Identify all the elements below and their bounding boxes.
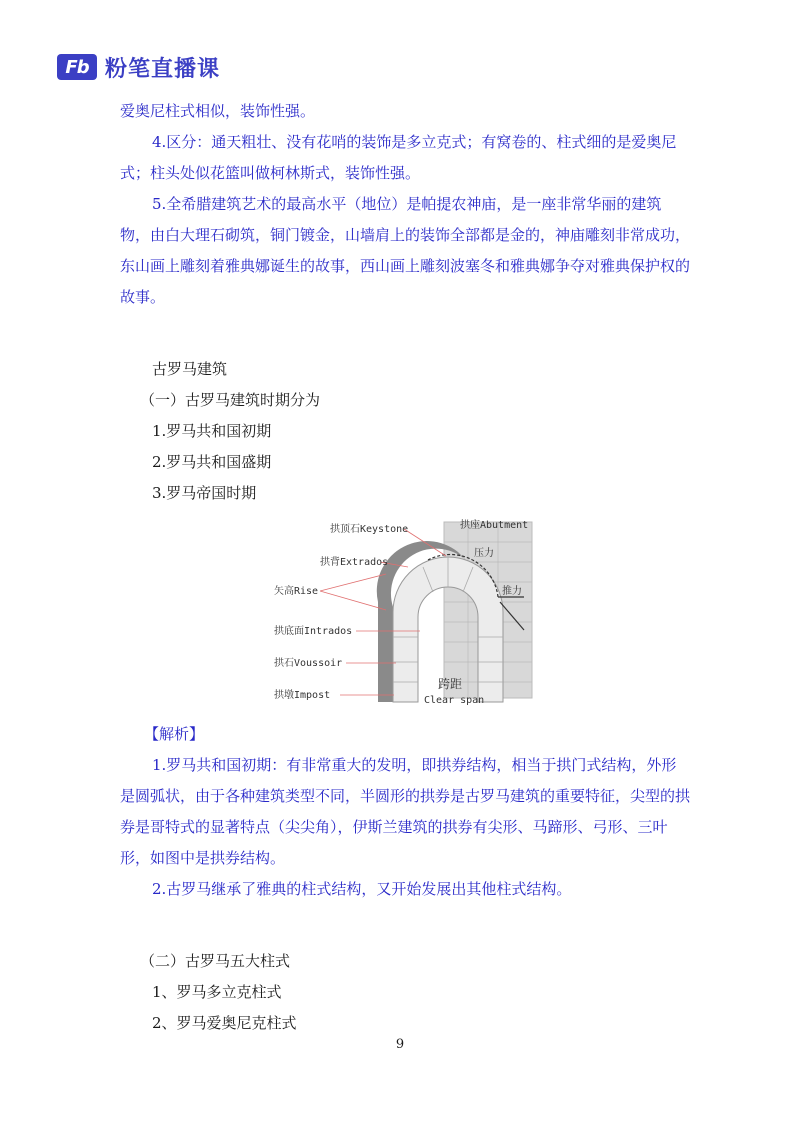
arch-diagram xyxy=(268,512,534,708)
list-item: 1.罗马共和国初期 xyxy=(152,422,272,440)
page-number: 9 xyxy=(395,1037,405,1052)
paragraph: 5.全希腊建筑艺术的最高水平（地位）是帕提农神庙，是一座非常华丽的建筑物，由白大理石砌筑，铜门镀金，山墙肩上的装饰全部都是金的，神庙雕刻非常成功，东山画上雕刻着雅典娜诞生的故事，西山画上雕刻波塞冬和雅典娜争夺对雅典保护权的故事。 xyxy=(120,195,691,306)
label-span-en: Clear span xyxy=(424,695,485,706)
list-item: 2、罗马爱奥尼克柱式 xyxy=(152,1014,297,1032)
label-impost: 拱墩Impost xyxy=(274,690,331,701)
label-pressure: 压力 xyxy=(474,548,494,559)
paragraph: 4.区分：通天粗壮、没有花哨的装饰是多立克式；有窝卷的、柱式细的是爱奥尼式；柱头处似花篮叫做柯林斯式，装饰性强。 xyxy=(120,133,677,182)
paragraph: 爱奥尼柱式相似，装饰性强。 xyxy=(120,102,316,120)
label-thrust: 推力 xyxy=(502,586,522,597)
paragraph: 1.罗马共和国初期：有非常重大的发明，即拱券结构，相当于拱门式结构，外形是圆弧状，由于各种建筑类型不同，半圆形的拱券是古罗马建筑的重要特征，尖型的拱券是哥特式的显著特点（尖尖角），伊斯兰建筑的拱券有尖形、马蹄形、弓形、三叶形，如图中是拱券结构。 xyxy=(120,756,691,867)
label-keystone: 拱顶石Keystone xyxy=(330,524,409,535)
paragraph: 2.古罗马继承了雅典的柱式结构，又开始发展出其他柱式结构。 xyxy=(152,880,572,898)
label-voussoir: 拱石Voussoir xyxy=(274,658,343,669)
arch-illustration xyxy=(268,512,534,708)
header xyxy=(57,50,220,84)
brand-name: 粉笔直播课 xyxy=(105,56,221,82)
list-item: 2.罗马共和国盛期 xyxy=(152,453,272,471)
subsection-title: （二）古罗马五大柱式 xyxy=(140,952,291,970)
subsection-title: （一）古罗马建筑时期分为 xyxy=(140,391,321,409)
label-extrados: 拱背Extrados xyxy=(320,557,389,568)
list-item: 1、罗马多立克柱式 xyxy=(152,983,282,1001)
label-rise: 矢高Rise xyxy=(274,586,319,597)
label-span-cn: 跨距 xyxy=(438,677,463,691)
brand-logo-icon: Fb xyxy=(57,54,97,80)
list-item: 3.罗马帝国时期 xyxy=(152,484,257,502)
analysis-label: 【解析】 xyxy=(144,725,205,743)
label-abutment: 拱座Abutment xyxy=(460,520,529,531)
section-title: 古罗马建筑 xyxy=(152,360,228,378)
label-intrados: 拱底面Intrados xyxy=(274,626,353,637)
